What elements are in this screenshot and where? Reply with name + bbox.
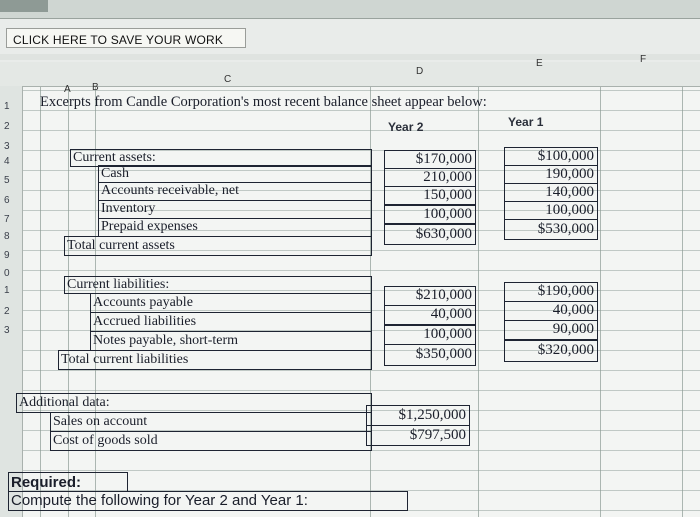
- column-header-row: [0, 62, 700, 87]
- column-header-c[interactable]: C: [224, 74, 232, 85]
- required-heading-cell[interactable]: [8, 472, 128, 492]
- liability-y2-total-cell[interactable]: [384, 344, 476, 366]
- row-number[interactable]: 7: [4, 214, 10, 225]
- liability-y2-value: $210,000: [415, 287, 472, 303]
- current-liabilities-heading: Current liabilities:: [67, 277, 170, 292]
- liability-label-cell[interactable]: [90, 331, 372, 351]
- row-number[interactable]: 5: [4, 175, 10, 186]
- asset-label-cell[interactable]: [98, 165, 372, 183]
- total-liabilities-label-cell[interactable]: [58, 350, 372, 370]
- asset-y1-value: $100,000: [537, 148, 594, 164]
- liability-y2-cell[interactable]: [384, 305, 476, 325]
- asset-y2-cell[interactable]: [384, 168, 476, 187]
- asset-y1-cell[interactable]: [504, 165, 598, 184]
- additional-y2-value: $797,500: [409, 427, 466, 443]
- row-number[interactable]: 2: [4, 306, 10, 317]
- total-liabilities-label: Total current liabilities: [61, 352, 189, 367]
- current-liabilities-heading-cell[interactable]: [64, 276, 372, 294]
- asset-label: Accounts receivable, net: [101, 183, 239, 198]
- row-number[interactable]: 6: [4, 195, 10, 206]
- liability-label-cell[interactable]: [90, 293, 372, 313]
- asset-y1-value: 100,000: [545, 202, 594, 218]
- total-assets-label: Total current assets: [67, 238, 175, 253]
- asset-y2-value: 100,000: [423, 206, 472, 222]
- asset-y1-value: 140,000: [545, 184, 594, 200]
- liability-y1-total: $320,000: [537, 342, 594, 358]
- additional-label: Cost of goods sold: [53, 433, 158, 448]
- year2-header: Year 2: [388, 120, 424, 134]
- column-header-e[interactable]: E: [536, 58, 543, 69]
- row-number[interactable]: 0: [4, 268, 10, 279]
- additional-label: Sales on account: [53, 414, 148, 429]
- year1-header: Year 1: [508, 115, 544, 129]
- row-number[interactable]: 1: [4, 285, 10, 296]
- liability-y2-value: 40,000: [430, 306, 472, 322]
- liability-y2-total: $350,000: [415, 346, 472, 362]
- liability-y1-cell[interactable]: [504, 282, 598, 302]
- asset-label-cell[interactable]: [98, 218, 372, 237]
- required-heading: Required:: [11, 474, 82, 491]
- row-number[interactable]: 8: [4, 231, 10, 242]
- additional-data-heading: Additional data:: [19, 395, 110, 410]
- additional-y2-cell[interactable]: [366, 405, 470, 426]
- column-header-a[interactable]: A: [64, 84, 71, 95]
- row-number[interactable]: 9: [4, 250, 10, 261]
- liability-label: Notes payable, short-term: [93, 333, 239, 348]
- asset-y1-value: 190,000: [545, 166, 594, 182]
- required-text: Compute the following for Year 2 and Year 1:: [11, 492, 308, 509]
- asset-y1-cell[interactable]: [504, 201, 598, 220]
- asset-label: Cash: [101, 166, 129, 181]
- liability-y1-total-cell[interactable]: [504, 340, 598, 362]
- asset-label: Inventory: [101, 201, 156, 216]
- asset-y2-cell[interactable]: [384, 150, 476, 169]
- save-work-button[interactable]: CLICK HERE TO SAVE YOUR WORK: [6, 28, 246, 48]
- additional-data-heading-cell[interactable]: [16, 393, 372, 413]
- column-header-f[interactable]: F: [640, 54, 647, 65]
- app-tab[interactable]: [0, 0, 48, 12]
- additional-y2-value: $1,250,000: [398, 407, 466, 423]
- liability-y2-cell[interactable]: [384, 286, 476, 306]
- liability-label: Accounts payable: [93, 295, 193, 310]
- liability-y1-value: 90,000: [552, 321, 594, 337]
- asset-y2-cell[interactable]: [384, 186, 476, 205]
- liability-y1-value: $190,000: [537, 283, 594, 299]
- toolbar-divider: [0, 54, 700, 60]
- additional-y2-cell[interactable]: [366, 425, 470, 446]
- current-assets-heading: Current assets:: [73, 150, 156, 165]
- row-number[interactable]: 3: [4, 141, 10, 152]
- liability-y1-cell[interactable]: [504, 320, 598, 340]
- asset-y2-value: 150,000: [423, 187, 472, 203]
- asset-y1-total-cell[interactable]: [504, 219, 598, 240]
- asset-y1-total: $530,000: [537, 221, 594, 237]
- additional-label-cell[interactable]: [50, 412, 372, 432]
- asset-label-cell[interactable]: [98, 200, 372, 219]
- asset-y2-value: 210,000: [423, 169, 472, 185]
- additional-label-cell[interactable]: [50, 431, 372, 451]
- asset-y1-cell[interactable]: [504, 147, 598, 166]
- sheet-title: Excerpts from Candle Corporation's most recent balance sheet appear below:: [40, 94, 487, 110]
- row-number[interactable]: 1: [4, 101, 10, 112]
- column-header-d[interactable]: D: [416, 66, 424, 77]
- row-number[interactable]: 3: [4, 325, 10, 336]
- asset-y2-total: $630,000: [415, 226, 472, 242]
- asset-y2-total-cell[interactable]: [384, 224, 476, 245]
- liability-label-cell[interactable]: [90, 312, 372, 332]
- asset-y2-value: $170,000: [415, 151, 472, 167]
- liability-y1-cell[interactable]: [504, 301, 598, 321]
- asset-label-cell[interactable]: [98, 182, 372, 201]
- liability-y1-value: 40,000: [552, 302, 594, 318]
- liability-label: Accrued liabilities: [93, 314, 197, 329]
- required-text-cell[interactable]: [8, 491, 408, 511]
- asset-label: Prepaid expenses: [101, 219, 198, 234]
- column-header-b[interactable]: B: [92, 82, 99, 93]
- asset-y2-cell[interactable]: [384, 205, 476, 224]
- total-assets-label-cell[interactable]: [64, 236, 372, 256]
- row-number[interactable]: 2: [4, 121, 10, 132]
- liability-y2-cell[interactable]: [384, 325, 476, 345]
- liability-y2-value: 100,000: [423, 326, 472, 342]
- app-top-bar: [0, 0, 700, 19]
- asset-y1-cell[interactable]: [504, 183, 598, 202]
- row-number[interactable]: 4: [4, 156, 10, 167]
